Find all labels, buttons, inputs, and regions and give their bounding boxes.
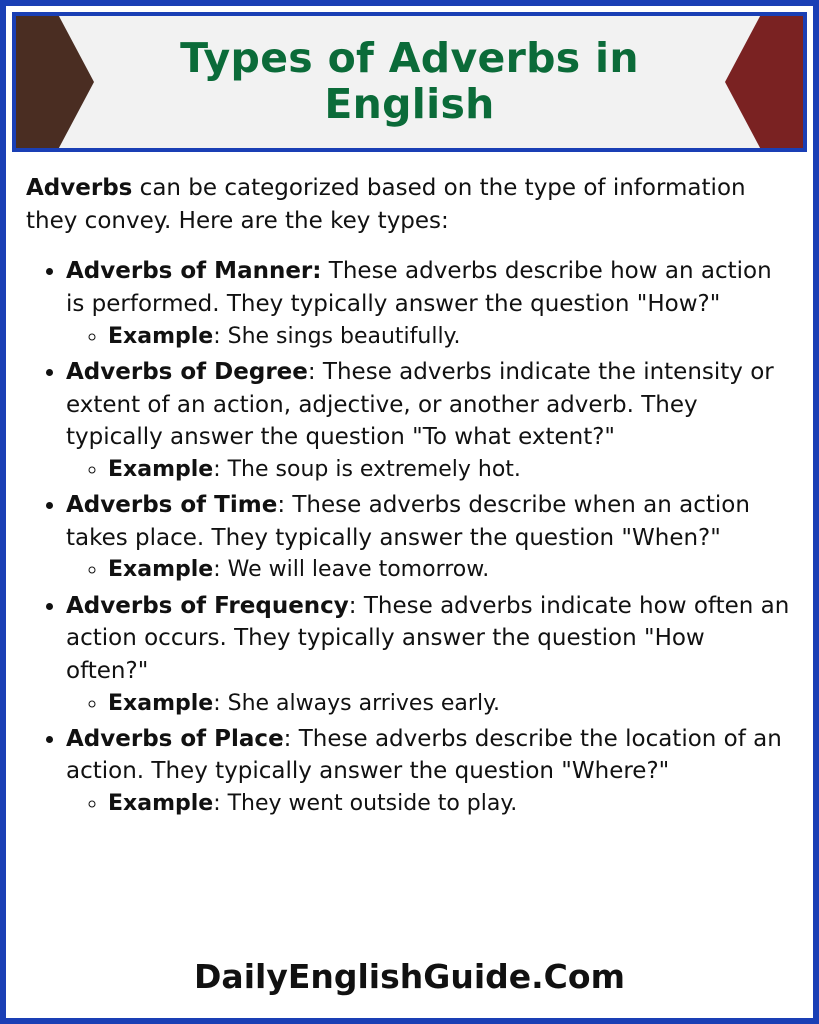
page-title: Types of Adverbs in English [180,34,639,128]
example-label: Example [108,557,214,583]
title-banner [12,12,807,152]
example-text: : She always arrives early. [213,690,500,716]
example-label: Example [108,690,214,716]
item-term: Adverbs of Time [66,492,278,519]
item-description: : These adverbs indicate how often an action occurs. They typically answer the question "How often?" [66,592,790,684]
site-footer: DailyEnglishGuide.Com [194,957,625,996]
adverb-type-list [26,255,791,819]
list-item [66,590,791,719]
example-list [66,788,791,819]
right-arrow-decoration [725,16,803,148]
example-list [66,688,791,719]
example-label: Example [108,791,214,817]
list-item [66,356,791,485]
example-label: Example [108,456,214,482]
item-description: : These adverbs indicate the intensity or extent of an action, adjective, or another adverb. They typically answer the question "To what extent?" [66,358,774,451]
item-term: Adverbs of Place [66,725,284,752]
list-item [108,454,791,485]
list-item [108,788,791,819]
list-item [108,688,791,719]
example-label: Example [108,323,214,349]
list-item [108,554,791,585]
intro-paragraph [26,172,791,237]
item-description: : These adverbs describe when an action takes place. They typically answer the question "When?" [66,492,750,551]
example-text: : She sings beautifully. [213,323,461,349]
list-item [66,723,791,820]
left-arrow-decoration [16,16,94,148]
intro-rest: can be categorized based on the type of information they convey. Here are the key types: [26,175,746,234]
example-text: : They went outside to play. [213,791,518,817]
example-text: : The soup is extremely hot. [213,456,521,482]
item-description: These adverbs describe how an action is performed. They typically answer the question "How?" [66,258,772,317]
list-item [108,321,791,352]
example-list [66,454,791,485]
list-item [66,489,791,586]
item-description: : These adverbs describe the location of an action. They typically answer the question "Where?" [66,725,782,785]
item-term: Adverbs of Manner: [66,258,322,285]
content-body [6,152,813,819]
example-list [66,321,791,352]
list-item [66,255,791,352]
item-term: Adverbs of Frequency [66,592,349,619]
item-term: Adverbs of Degree [66,358,308,385]
example-text: : We will leave tomorrow. [213,557,490,583]
intro-lead: Adverbs [26,175,133,201]
example-list [66,554,791,585]
